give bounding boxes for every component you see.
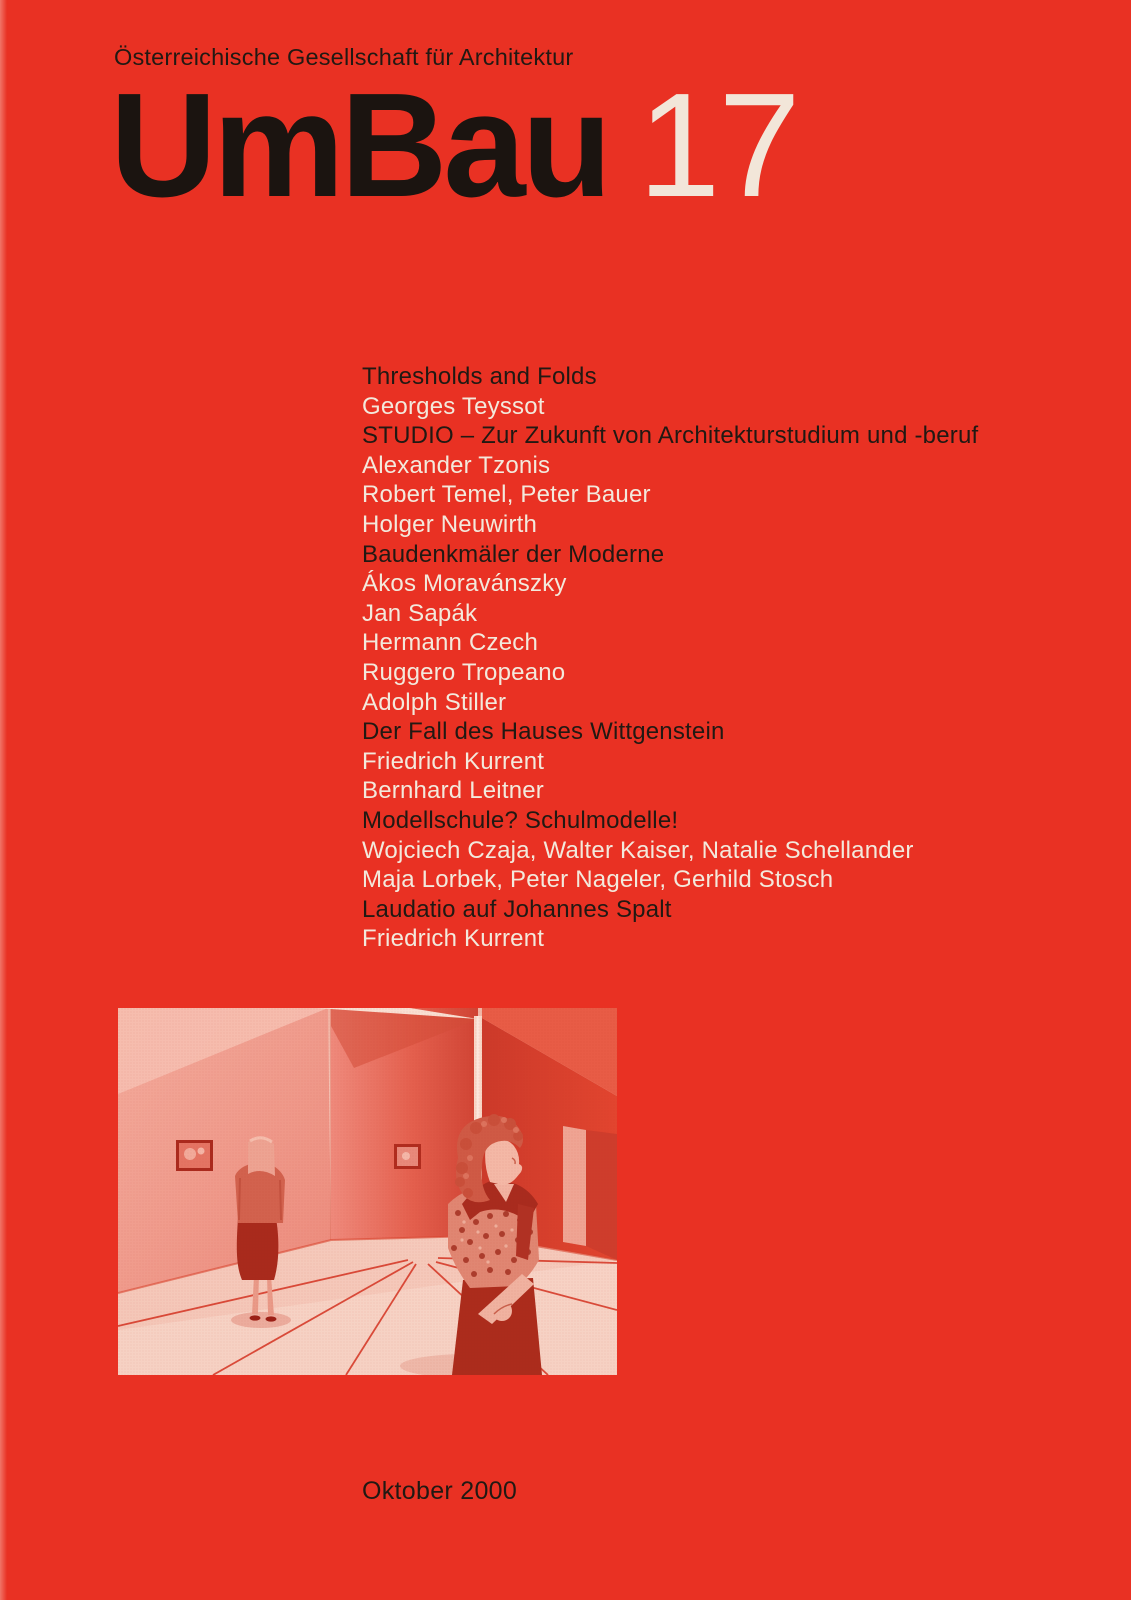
toc-author-line: Bernhard Leitner xyxy=(362,777,544,805)
table-of-contents xyxy=(362,362,1122,954)
toc-article-title: Modellschule? Schulmodelle! xyxy=(362,806,679,834)
toc-article-title: Laudatio auf Johannes Spalt xyxy=(362,895,672,923)
toc-author-line: Friedrich Kurrent xyxy=(362,925,545,953)
toc-author-line: Holger Neuwirth xyxy=(362,510,538,538)
publisher-line: Österreichische Gesellschaft für Architektur xyxy=(114,44,574,70)
toc-author-line: Jan Sapák xyxy=(362,599,478,627)
issue-number: 17 xyxy=(638,63,799,228)
toc-author-line: Adolph Stiller xyxy=(362,688,507,716)
cover-photo xyxy=(118,1008,617,1375)
gallery-scene-illustration xyxy=(118,1008,617,1375)
toc-author-line: Ruggero Tropeano xyxy=(362,658,566,686)
toc-author-line: Hermann Czech xyxy=(362,629,539,657)
toc-author-line: Friedrich Kurrent xyxy=(362,747,545,775)
toc-article-title: Thresholds and Folds xyxy=(362,363,597,390)
toc-author-line: Alexander Tzonis xyxy=(362,451,551,479)
toc-author-line: Ákos Moravánszky xyxy=(362,570,567,598)
toc-author-line: Robert Temel, Peter Bauer xyxy=(362,481,651,509)
issue-date: Oktober 2000 xyxy=(362,1477,518,1505)
toc-author-line: Maja Lorbek, Peter Nageler, Gerhild Stosch xyxy=(362,866,834,894)
magazine-title: UmBau xyxy=(110,63,609,228)
toc-article-title: Baudenkmäler der Moderne xyxy=(362,540,665,568)
toc-article-title: STUDIO – Zur Zukunft von Architekturstudium und -beruf xyxy=(362,422,979,450)
toc-author-line: Georges Teyssot xyxy=(362,392,545,420)
toc-author-line: Wojciech Czaja, Walter Kaiser, Natalie Schellander xyxy=(362,836,914,864)
toc-article-title: Der Fall des Hauses Wittgenstein xyxy=(362,718,725,746)
masthead xyxy=(110,63,799,228)
